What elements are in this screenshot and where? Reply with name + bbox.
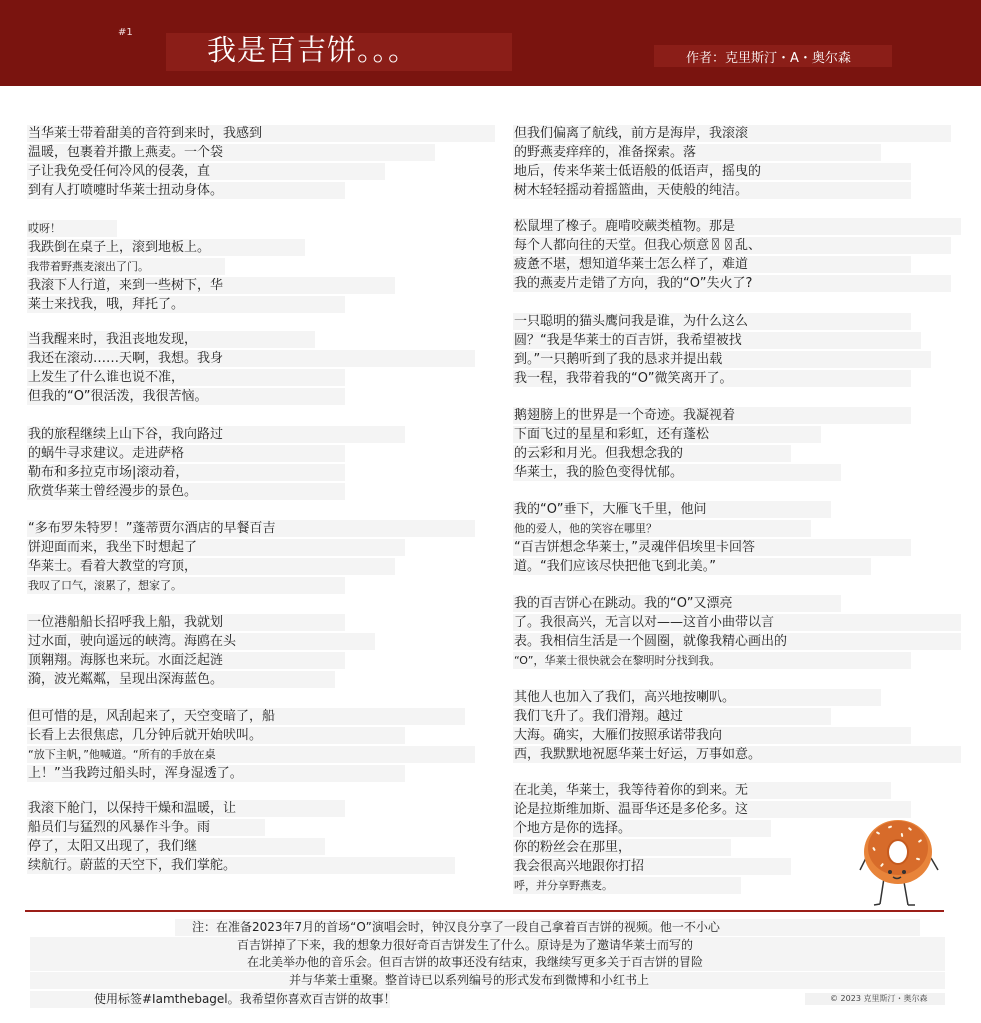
- poem-line: [513, 255, 748, 274]
- poem-line: [513, 406, 735, 425]
- poem-line: [513, 274, 752, 293]
- poem-line: [27, 613, 223, 632]
- poem-line: [513, 800, 748, 819]
- poem-line: [513, 781, 748, 800]
- poem-line: [513, 181, 748, 200]
- poem-line: [513, 688, 735, 707]
- poem-line: [513, 707, 683, 726]
- poem-line-text: 华莱士，我的脸色变得忧郁。: [514, 465, 684, 480]
- poem-line: [27, 124, 262, 143]
- poem-line: [27, 856, 236, 875]
- poem-line: [513, 538, 755, 557]
- poem-line: [513, 745, 761, 764]
- poem-line-text: 我滚下人行道，来到一些树下，华: [28, 278, 224, 293]
- poem-line-text: 每个人都向往的天堂。但我心烦意〿〿乱、: [514, 238, 762, 253]
- poem-line: [27, 425, 223, 444]
- poem-line-text: 顶翱翔。海豚也来玩。水面泛起涟: [28, 653, 224, 668]
- poem-line: [513, 312, 748, 331]
- poem-line: [27, 444, 184, 463]
- poem-line: [27, 387, 207, 406]
- note-line: 使用标签#Iamthebagel。我希望你喜欢百吉饼的故事！: [94, 992, 396, 1006]
- poem-line-text: 呼，并分享野燕麦。: [514, 879, 613, 892]
- poem-line-text: 我们飞升了。我们滑翔。越过: [514, 709, 684, 724]
- poem-line-text: 表。我相信生活是一个圆圈，就像我精心画出的: [514, 634, 788, 649]
- poem-line: [513, 857, 644, 876]
- poem-line-text: “多布罗朱特罗！”蓬蒂贾尔酒店的早餐百吉: [28, 521, 276, 536]
- poem-line: [513, 819, 631, 838]
- poem-line-text: 大海。确实，大雁们按照承诺带我向: [514, 728, 723, 743]
- poem-line-text: 哎呀！: [28, 222, 61, 235]
- copyright: © 2023 克里斯汀・奥尔森: [830, 994, 928, 1003]
- poem-line: [27, 651, 223, 670]
- poem-line: [513, 369, 732, 388]
- poem-line-text: 停了，太阳又出现了，我们继: [28, 839, 198, 854]
- poem-line-text: 个地方是你的选择。: [514, 821, 632, 836]
- poem-line-text: “放下主帆，”他喊道。“所有的手放在桌: [28, 748, 216, 761]
- poem-line: [513, 726, 722, 745]
- bagel-mascot-icon: [858, 812, 940, 908]
- poem-line-text: 我的燕麦片走错了方向，我的“O”失火了?: [514, 276, 753, 291]
- poem-line-text: 我还在滚动……天啊，我想。我身: [28, 351, 224, 366]
- poem-line: [27, 162, 210, 181]
- poem-line-text: 到。”一只鹅听到了我的恳求并提出载: [514, 352, 723, 367]
- poem-line-text: “O”，华莱士很快就会在黎明时分找到我。: [514, 654, 721, 667]
- poem-line: [27, 799, 236, 818]
- poem-line-text: 子让我免受任何冷风的侵袭，直: [28, 164, 211, 179]
- poem-line: [513, 876, 613, 895]
- poem-line-text: 当华莱士带着甜美的音符到来时，我感到: [28, 126, 263, 141]
- poem-line-text: 船员们与猛烈的风暴作斗争。雨: [28, 820, 211, 835]
- poem-line: [513, 124, 748, 143]
- poem-line-text: 圆？“我是华莱士的百吉饼，我希望被找: [514, 333, 742, 348]
- poem-line: [513, 463, 683, 482]
- poem-line-text: 在北美，华莱士，我等待着你的到来。无: [514, 783, 749, 798]
- poem-line: [513, 350, 722, 369]
- poem-line-text: 我跌倒在桌子上，滚到地板上。: [28, 240, 211, 255]
- poem-line-text: 论是拉斯维加斯、温哥华还是多伦多。这: [514, 802, 749, 817]
- page-header: [0, 0, 981, 86]
- note-line: 并与华莱士重聚。整首诗已以系列编号的形式发布到微博和小红书上: [289, 973, 650, 987]
- poem-line-text: 我叹了口气，滚累了，想家了。: [28, 579, 182, 592]
- poem-line-text: 了。我很高兴，无言以对——这首小曲带以言: [514, 615, 775, 630]
- poem-line: [513, 632, 787, 651]
- poem-line: [27, 257, 149, 276]
- poem-line: [27, 764, 243, 783]
- poem-line: [27, 632, 236, 651]
- poem-line-text: 勒布和多拉克市场|滚动着，: [28, 465, 189, 480]
- poem-line-text: 当我醒来时，我沮丧地发现，: [28, 332, 198, 347]
- page-title: 我是百吉饼。。。: [207, 33, 419, 67]
- poem-line: [513, 519, 657, 538]
- poem-line: [27, 181, 223, 200]
- poem-line-text: 我的百吉饼心在跳动。我的“O”又漂亮: [514, 596, 733, 611]
- poem-line-text: 疲惫不堪，想知道华莱士怎么样了，难道: [514, 257, 749, 272]
- note-line: 在北美举办他的音乐会。但百吉饼的故事还没有结束，我继续写更多关于百吉饼的冒险: [247, 955, 704, 969]
- poem-line-text: 松鼠埋了橡子。鹿啃咬蕨类植物。那是: [514, 219, 736, 234]
- poem-line: [27, 143, 223, 162]
- poem-line-text: 莱士来找我，哦，拜托了。: [28, 297, 185, 312]
- poem-line: [27, 219, 61, 238]
- poem-line: [513, 331, 742, 350]
- note-line: 注：在准备2023年7月的首场“O”演唱会时，钟汉良分享了一段自己拿着百吉饼的视频。他一不小心: [192, 920, 720, 934]
- poem-line: [27, 726, 262, 745]
- poem-line-text: 长看上去很焦虑，几分钟后就开始吠叫。: [28, 728, 263, 743]
- poem-line: [27, 463, 188, 482]
- poem-line: [27, 482, 197, 501]
- poem-line-text: 欣赏华莱士曾经漫步的景色。: [28, 484, 198, 499]
- poem-line-text: 鹅翅膀上的世界是一个奇迹。我凝视着: [514, 408, 736, 423]
- poem-line: [513, 594, 732, 613]
- poem-line: [27, 557, 197, 576]
- note-line: 百吉饼掉了下来，我的想象力很好奇百吉饼发生了什么。原诗是为了邀请华莱士而写的: [237, 938, 694, 952]
- poem-line-text: 但我们偏离了航线，前方是海岸，我滚滚: [514, 126, 749, 141]
- poem-line-text: 西，我默默地祝愿华莱士好运，万事如意。: [514, 747, 762, 762]
- poem-line-text: 漪，波光粼粼，呈现出深海蓝色。: [28, 672, 224, 687]
- poem-line: [27, 238, 210, 257]
- poem-line-text: 树木轻轻摇动着摇篮曲，天使般的纯洁。: [514, 183, 749, 198]
- poem-line: [513, 143, 696, 162]
- issue-number: #1: [118, 27, 133, 38]
- poem-line-text: 我一程，我带着我的“O”微笑离开了。: [514, 371, 733, 386]
- poem-line: [27, 519, 275, 538]
- poem-line-text: 道。“我们应该尽快把他飞到北美。”: [514, 559, 716, 574]
- poem-line: [27, 276, 223, 295]
- poem-line: [27, 368, 184, 387]
- poem-line-text: 的云彩和月光。但我想念我的: [514, 446, 684, 461]
- poem-line: [27, 670, 223, 689]
- poem-line: [27, 538, 197, 557]
- poem-line-text: 上！”当我跨过船头时，浑身湿透了。: [28, 766, 243, 781]
- poem-line-text: 续航行。蔚蓝的天空下，我们掌舵。: [28, 858, 237, 873]
- poem-line-text: 地后，传来华莱士低语般的低语声，摇曳的: [514, 164, 762, 179]
- poem-line-text: 一位港船船长招呼我上船，我就划: [28, 615, 224, 630]
- poem-line: [513, 500, 706, 519]
- poem-line-text: 的野燕麦痒痒的，准备探索。落: [514, 145, 697, 160]
- poem-line: [513, 838, 631, 857]
- poem-line: [513, 217, 735, 236]
- poem-line: [513, 557, 716, 576]
- poem-line-text: “百吉饼想念华莱士，”灵魂伴侣埃里卡回答: [514, 540, 755, 555]
- poem-line: [513, 613, 774, 632]
- poem-line-text: 我带着野燕麦滚出了门。: [28, 260, 149, 273]
- poem-line: [27, 745, 216, 764]
- poem-line-text: 但我的“O”很活泼，我很苦恼。: [28, 389, 208, 404]
- poem-line: [513, 162, 761, 181]
- poem-line: [27, 837, 197, 856]
- poem-line-text: 下面飞过的星星和彩虹，还有蓬松: [514, 427, 710, 442]
- poem-line-text: 他的爱人，他的笑容在哪里？: [514, 522, 657, 535]
- poem-line-text: 我会很高兴地跟你打招: [514, 859, 645, 874]
- poem-line: [27, 576, 182, 595]
- poem-line-text: 一只聪明的猫头鹰问我是谁，为什么这么: [514, 314, 749, 329]
- poem-line-text: 华莱士。看着大教堂的穹顶，: [28, 559, 198, 574]
- poem-line: [27, 818, 210, 837]
- poem-line-text: 的蜗牛寻求建议。走进萨格: [28, 446, 185, 461]
- poem-line: [513, 425, 709, 444]
- poem-line-text: 我的旅程继续上山下谷，我向路过: [28, 427, 224, 442]
- poem-line-text: 到有人打喷嚏时华莱士扭动身体。: [28, 183, 224, 198]
- poem-line: [27, 349, 223, 368]
- poem-line-text: 但可惜的是，风刮起来了，天空变暗了，船: [28, 709, 276, 724]
- poem-line: [513, 444, 683, 463]
- poem-line: [27, 295, 184, 314]
- poem-line: [27, 707, 275, 726]
- poem-line-text: 温暖，包裹着并撒上燕麦。一个袋: [28, 145, 224, 160]
- poem-line: [27, 330, 197, 349]
- poem-line: [513, 236, 761, 255]
- poem-line-text: 过水面，驶向遥远的峡湾。海鸥在头: [28, 634, 237, 649]
- poem-line-text: 你的粉丝会在那里，: [514, 840, 632, 855]
- poem-line-text: 上发生了什么谁也说不准，: [28, 370, 185, 385]
- author-line: 作者：克里斯汀・A・奥尔森: [686, 51, 851, 66]
- poem-line: [513, 651, 720, 670]
- poem-line-text: 其他人也加入了我们，高兴地按喇叭。: [514, 690, 736, 705]
- footer-divider: [25, 910, 944, 912]
- poem-line-text: 我滚下舱门，以保持干燥和温暖，让: [28, 801, 237, 816]
- poem-line-text: 我的“O”垂下，大雁飞千里，他问: [514, 502, 707, 517]
- poem-line-text: 饼迎面而来，我坐下时想起了: [28, 540, 198, 555]
